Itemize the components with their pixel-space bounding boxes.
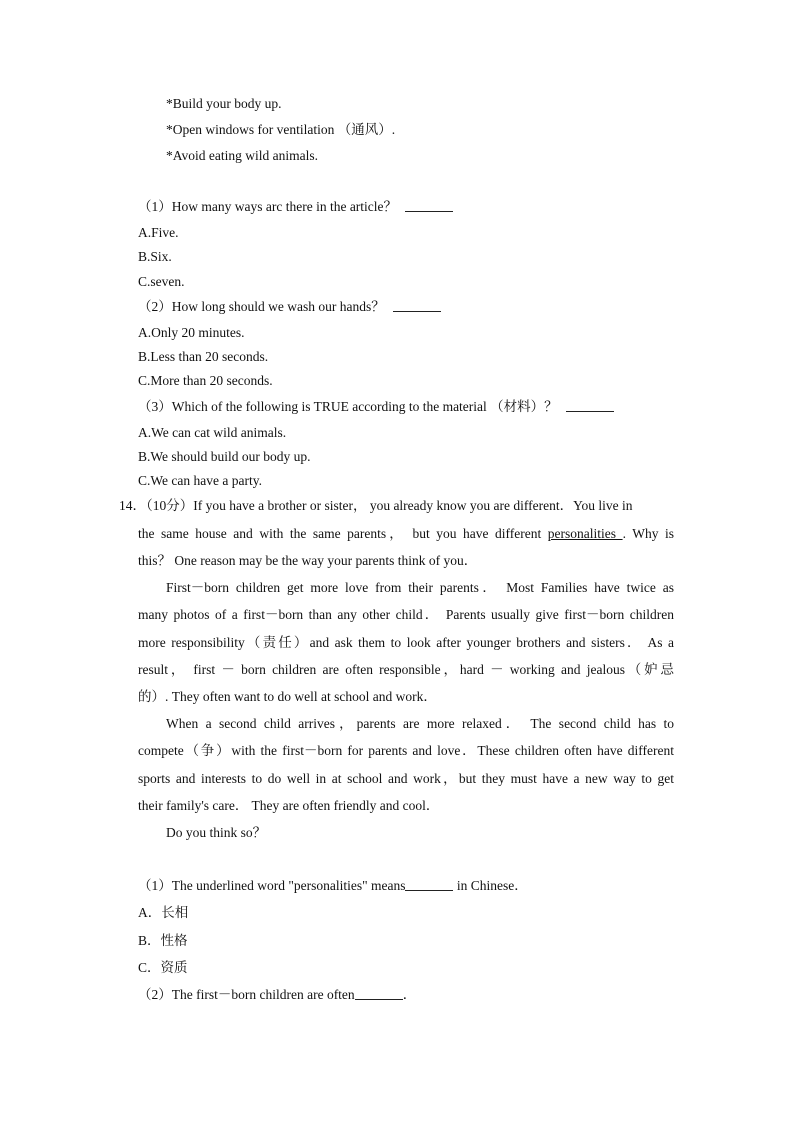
passage-line: When a second child arrives，parents are more relaxed． The second child has to xyxy=(166,716,674,731)
question-14-1 xyxy=(138,877,528,895)
question-text: （3）Which of the following is TRUE according to the material （材料）？ xyxy=(138,399,558,414)
answer-blank[interactable] xyxy=(393,299,441,312)
passage-line: compete（争）with the first－born for parents and love．These children often have different xyxy=(138,743,674,758)
passage-line: First－born children get more love from their parents． Most Families have twice as xyxy=(166,580,674,595)
option[interactable]: A.Only 20 minutes. xyxy=(138,325,245,340)
answer-blank[interactable] xyxy=(566,399,614,412)
passage-line: this？ One reason may be the way your parents think of you． xyxy=(138,553,478,568)
question-2 xyxy=(138,298,441,316)
question-text: （1）The underlined word "personalities" means xyxy=(138,878,406,893)
option[interactable]: C.More than 20 seconds. xyxy=(138,373,273,388)
option[interactable]: B.Less than 20 seconds. xyxy=(138,349,269,364)
passage-line xyxy=(138,525,674,543)
option[interactable]: A.We can cat wild animals. xyxy=(138,425,287,440)
option[interactable]: C.seven. xyxy=(138,274,185,289)
tip-line: *Avoid eating wild animals. xyxy=(166,148,318,163)
question-1 xyxy=(138,198,453,216)
answer-blank[interactable] xyxy=(405,199,453,212)
question-text: （2）How long should we wash our hands？ xyxy=(138,299,385,314)
answer-blank[interactable] xyxy=(405,878,453,891)
question-14-2 xyxy=(138,986,416,1004)
passage-line: more responsibility（责任）and ask them to look after younger brothers and sisters． As a xyxy=(138,635,674,650)
passage-text: . Why is xyxy=(622,526,674,541)
passage-line: their family's care． They are often friendly and cool． xyxy=(138,798,440,813)
question-text: （2）The first－born children are often xyxy=(138,987,355,1002)
question-3 xyxy=(138,398,614,416)
option[interactable]: C．资质 xyxy=(138,960,188,975)
option[interactable]: B.We should build our body up. xyxy=(138,449,311,464)
answer-blank[interactable] xyxy=(355,987,403,1000)
passage-line: many photos of a first－born than any other child． Parents usually give first－born children xyxy=(138,607,674,622)
tip-line: *Build your body up. xyxy=(166,96,282,111)
passage-line: 的）. They often want to do well at school and work． xyxy=(138,689,437,704)
underlined-word: personalities xyxy=(547,526,623,541)
option[interactable]: B．性格 xyxy=(138,933,188,948)
option[interactable]: A.Five. xyxy=(138,225,179,240)
question-text: （1）How many ways arc there in the article？ xyxy=(138,199,398,214)
passage-text: the same house and with the same parents， but you have different xyxy=(138,526,548,541)
passage-line: result， first － born children are often responsible，hard － working and jealous（妒忌 xyxy=(138,662,674,677)
passage-line: sports and interests to do well in at school and work，but they must have a new way to get xyxy=(138,771,674,786)
tip-line: *Open windows for ventilation （通风）. xyxy=(166,122,396,137)
passage-line: Do you think so？ xyxy=(166,825,267,840)
option[interactable]: C.We can have a party. xyxy=(138,473,262,488)
option[interactable]: B.Six. xyxy=(138,249,172,264)
question-text: in Chinese． xyxy=(453,878,528,893)
question-14-header: 14．（10分）If you have a brother or sister， you already know you are different．You live in xyxy=(119,498,633,513)
question-text: ． xyxy=(402,987,417,1002)
option[interactable]: A．长相 xyxy=(138,905,189,920)
